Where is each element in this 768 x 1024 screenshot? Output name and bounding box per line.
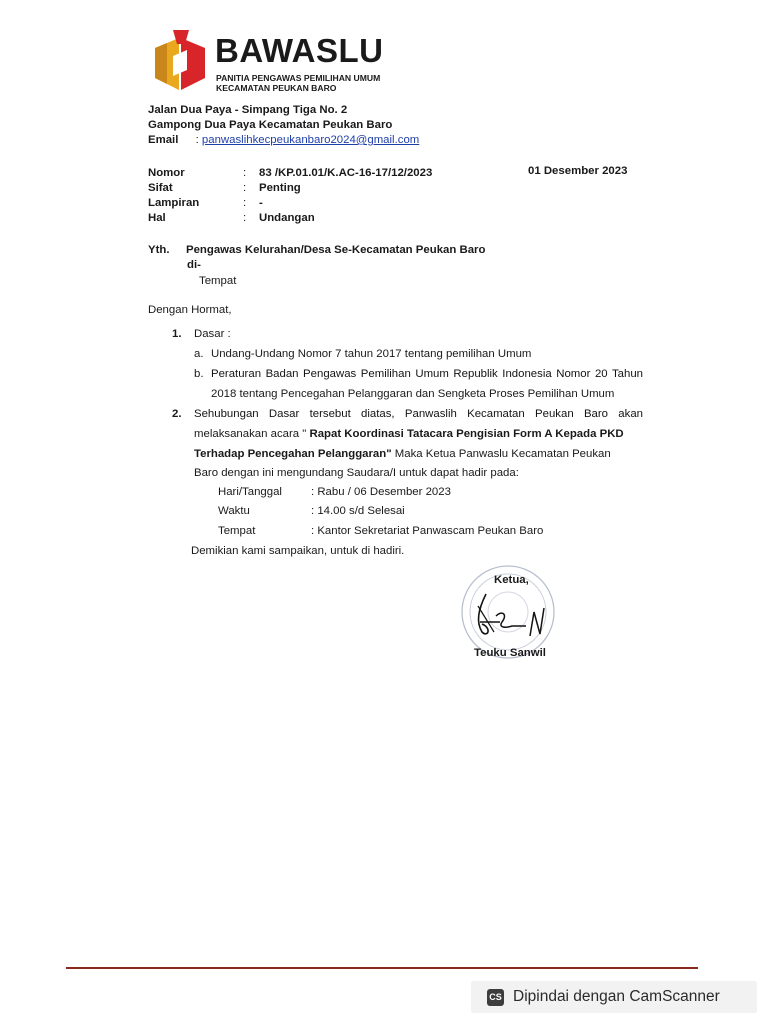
email-row	[148, 133, 419, 147]
item-2-line-4: Baro dengan ini mengundang Saudara/I untuk dapat hadir pada:	[194, 467, 519, 479]
signatory-name: Teuku Sanwil	[474, 647, 546, 659]
email-link[interactable]: panwaslihkecpeukanbaro2024@gmail.com	[201, 134, 420, 146]
event-title-part-2: Terhadap Pencegahan Pelanggaran"	[194, 448, 392, 460]
meta-value-lampiran: -	[259, 197, 263, 209]
item-2-line-2	[194, 427, 643, 441]
item-1a-text: Undang-Undang Nomor 7 tahun 2017 tentang pemilihan Umum	[211, 348, 532, 360]
meta-value-sifat: Penting	[259, 182, 301, 194]
org-subtitle-1: PANITIA PENGAWAS PEMILIHAN UMUM	[216, 73, 381, 83]
handwritten-signature-icon	[468, 592, 552, 644]
meta-value-hal: Undangan	[259, 212, 315, 224]
greeting: Dengan Hormat,	[148, 304, 232, 316]
recipient-yth: Yth.	[148, 244, 170, 256]
meta-label-nomor: Nomor	[148, 167, 185, 179]
item-2-number: 2.	[172, 408, 182, 420]
meta-sep: :	[243, 167, 247, 179]
recipient-di: di-	[187, 259, 201, 271]
org-name: BAWASLU	[215, 32, 384, 69]
bottom-rule	[66, 967, 698, 969]
schedule-label-date: Hari/Tanggal	[218, 486, 282, 498]
schedule-label-time: Waktu	[218, 505, 250, 517]
closing: Demikian kami sampaikan, untuk di hadiri.	[191, 545, 405, 557]
meta-label-lampiran: Lampiran	[148, 197, 200, 209]
address-line-2: Gampong Dua Paya Kecamatan Peukan Baro	[148, 119, 393, 131]
item-2-line-1: Sehubungan Dasar tersebut diatas, Panwaslih Kecamatan Peukan Baro akan	[194, 408, 643, 420]
item-1-number: 1.	[172, 328, 182, 340]
item-1b-line-1: Peraturan Badan Pengawas Pemilihan Umum Republik Indonesia Nomor 20 Tahun	[211, 368, 643, 380]
recipient-name: Pengawas Kelurahan/Desa Se-Kecamatan Peukan Baro	[186, 244, 486, 256]
item-1b-line-2: 2018 tentang Pencegahan Pelanggaran dan Sengketa Proses Pemilihan Umum	[211, 388, 615, 400]
meta-label-hal: Hal	[148, 212, 166, 224]
camscanner-label: Dipindai dengan CamScanner	[513, 988, 720, 1005]
meta-value-nomor: 83 /KP.01.01/K.AC-16-17/12/2023	[259, 167, 433, 179]
item-2-line-3-post: Maka Ketua Panwaslu Kecamatan Peukan	[391, 448, 611, 460]
event-title-part-1: Rapat Koordinasi Tatacara Pengisian Form A Kepada PKD	[309, 428, 624, 440]
item-1-title: Dasar :	[194, 328, 231, 340]
bawaslu-logo-icon	[151, 30, 209, 92]
item-1b-mark: b.	[194, 368, 204, 380]
org-subtitle-2: KECAMATAN PEUKAN BARO	[216, 83, 337, 93]
item-2-line-2-pre: melaksanakan acara "	[194, 428, 310, 440]
item-1a-mark: a.	[194, 348, 204, 360]
schedule-value-date: : Rabu / 06 Desember 2023	[311, 486, 451, 498]
email-label: Email	[148, 134, 179, 146]
meta-sep: :	[243, 197, 247, 209]
address-line-1: Jalan Dua Paya - Simpang Tiga No. 2	[148, 104, 348, 116]
recipient-place: Tempat	[199, 275, 237, 287]
meta-sep: :	[243, 212, 247, 224]
camscanner-logo-icon: CS	[487, 989, 504, 1006]
meta-sep: :	[243, 182, 247, 194]
schedule-label-place: Tempat	[218, 525, 256, 537]
signature-role: Ketua,	[494, 574, 529, 586]
item-2-line-3	[194, 447, 643, 461]
letter-date: 01 Desember 2023	[528, 165, 628, 177]
meta-label-sifat: Sifat	[148, 182, 173, 194]
email-separator: :	[195, 134, 199, 146]
schedule-value-time: : 14.00 s/d Selesai	[311, 505, 405, 517]
schedule-value-place: : Kantor Sekretariat Panwascam Peukan Baro	[311, 525, 544, 537]
